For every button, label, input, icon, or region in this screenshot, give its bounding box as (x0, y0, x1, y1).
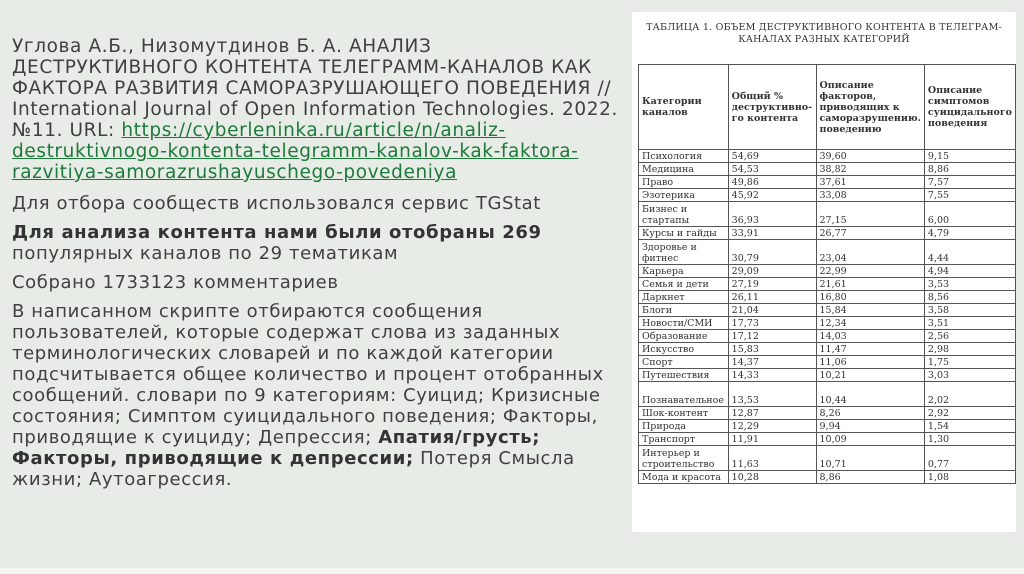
cell-factors: 10,71 (816, 446, 924, 471)
cell-symptoms: 2,92 (924, 407, 1015, 420)
cell-total: 12,29 (728, 420, 816, 433)
table-header-row (639, 65, 1016, 150)
cell-factors: 16,80 (816, 291, 924, 304)
cell-total: 15,83 (728, 343, 816, 356)
table-row (639, 227, 1016, 240)
cell-category: Интерьер и строительство (639, 446, 729, 471)
cell-symptoms: 9,15 (924, 150, 1015, 163)
data-table (638, 64, 1016, 484)
citation-text: Углова А.Б., Низомутдинов Б. А. АНАЛИЗ ДЕСТРУКТИВНОГО КОНТЕНТА ТЕЛЕГРАММ-КАНАЛОВ КАК ФАКТОРА РАЗВИТИЯ САМОРАЗРУШАЮЩЕГО ПОВЕДЕНИЯ // International Journal of Open Information Technologies. 2022. №11. URL: (12, 36, 618, 141)
cell-symptoms: 6,00 (924, 202, 1015, 227)
cell-total: 54,53 (728, 163, 816, 176)
cell-category: Право (639, 176, 729, 189)
table-row (639, 304, 1016, 317)
table-row (639, 202, 1016, 227)
citation (12, 36, 624, 183)
table-row (639, 240, 1016, 265)
cell-total: 17,73 (728, 317, 816, 330)
cell-total: 26,11 (728, 291, 816, 304)
cell-symptoms: 8,56 (924, 291, 1015, 304)
cell-symptoms: 1,75 (924, 356, 1015, 369)
cell-total: 54,69 (728, 150, 816, 163)
cell-total: 29,09 (728, 265, 816, 278)
paragraph-channels (12, 222, 624, 264)
cell-factors: 23,04 (816, 240, 924, 265)
cell-total: 30,79 (728, 240, 816, 265)
paragraph-script-end: Потеря Смысла жизни; Аутоагрессия. (12, 448, 575, 490)
header-category: Категории каналов (639, 65, 729, 150)
cell-factors: 15,84 (816, 304, 924, 317)
cell-category: Блоги (639, 304, 729, 317)
table-row (639, 176, 1016, 189)
table-title: ТАБЛИЦА 1. ОБЪЕМ ДЕСТРУКТИВНОГО КОНТЕНТА В ТЕЛЕГРАМ-КАНАЛАХ РАЗНЫХ КАТЕГОРИЙ (646, 22, 1002, 45)
table-row (639, 265, 1016, 278)
table-row (639, 356, 1016, 369)
cell-total: 14,37 (728, 356, 816, 369)
table-row (639, 278, 1016, 291)
cell-category: Природа (639, 420, 729, 433)
table-row (639, 420, 1016, 433)
cell-factors: 9,94 (816, 420, 924, 433)
cell-category: Здоровье и фитнес (639, 240, 729, 265)
cell-factors: 38,82 (816, 163, 924, 176)
cell-symptoms: 3,51 (924, 317, 1015, 330)
cell-category: Даркнет (639, 291, 729, 304)
cell-factors: 8,86 (816, 471, 924, 484)
text-column (12, 36, 624, 498)
cell-category: Бизнес и стартапы (639, 202, 729, 227)
cell-total: 12,87 (728, 407, 816, 420)
cell-symptoms: 0,77 (924, 446, 1015, 471)
cell-total: 36,93 (728, 202, 816, 227)
table-body (639, 150, 1016, 484)
cell-symptoms: 1,30 (924, 433, 1015, 446)
cell-category: Транспорт (639, 433, 729, 446)
cell-total: 13,53 (728, 382, 816, 407)
slide-footer-strip (0, 568, 1024, 574)
cell-symptoms: 4,79 (924, 227, 1015, 240)
cell-category: Психология (639, 150, 729, 163)
cell-symptoms: 3,58 (924, 304, 1015, 317)
table-row (639, 369, 1016, 382)
cell-category: Семья и дети (639, 278, 729, 291)
table-scan-image (632, 12, 1016, 532)
cell-total: 27,19 (728, 278, 816, 291)
cell-symptoms: 1,54 (924, 420, 1015, 433)
table-row (639, 446, 1016, 471)
cell-symptoms: 4,44 (924, 240, 1015, 265)
paragraph-script-main: В написанном скрипте отбираются сообщения пользователей, которые содержат слова из заданных терминологических словарей и по каждой категории подсчитывается общее количество и процент отобранных сообщений. словари по 9 категориям: Суицид; Кризисные состояния; Симптом суицидального поведения; Факторы, приводящие к суициду; Депрессия; (12, 301, 604, 448)
paragraph-script-bold: Апатия/грусть; Факторы, приводящие к депрессии; (12, 427, 541, 469)
cell-category: Путешествия (639, 369, 729, 382)
cell-category: Курсы и гайды (639, 227, 729, 240)
cell-factors: 10,44 (816, 382, 924, 407)
cell-symptoms: 3,53 (924, 278, 1015, 291)
cell-total: 17,12 (728, 330, 816, 343)
table-row (639, 382, 1016, 407)
citation-link[interactable]: https://cyberleninka.ru/article/n/analiz-destruktivnogo-kontenta-telegramm-kanalov-kak-faktora-razvitiya-samorazrushayuschego-povedeniya (12, 120, 579, 183)
cell-total: 45,92 (728, 189, 816, 202)
header-total-percent: Общий % деструктивно-го контента (728, 65, 816, 150)
cell-total: 49,86 (728, 176, 816, 189)
cell-total: 10,28 (728, 471, 816, 484)
cell-factors: 10,09 (816, 433, 924, 446)
cell-symptoms: 3,03 (924, 369, 1015, 382)
cell-symptoms: 7,55 (924, 189, 1015, 202)
cell-total: 14,33 (728, 369, 816, 382)
paragraph-comments: Собрано 1733123 комментариев (12, 272, 339, 293)
cell-category: Мода и красота (639, 471, 729, 484)
cell-category: Искусство (639, 343, 729, 356)
cell-symptoms: 1,08 (924, 471, 1015, 484)
cell-factors: 14,03 (816, 330, 924, 343)
table-row (639, 291, 1016, 304)
table-row (639, 471, 1016, 484)
paragraph-tgstat: Для отбора сообществ использовался сервис TGStat (12, 193, 541, 214)
cell-factors: 11,06 (816, 356, 924, 369)
cell-category: Образование (639, 330, 729, 343)
table-row (639, 433, 1016, 446)
cell-factors: 21,61 (816, 278, 924, 291)
cell-category: Эзотерика (639, 189, 729, 202)
cell-symptoms: 2,98 (924, 343, 1015, 356)
cell-total: 21,04 (728, 304, 816, 317)
cell-category: Познавательное (639, 382, 729, 407)
cell-factors: 26,77 (816, 227, 924, 240)
table-row (639, 163, 1016, 176)
cell-total: 33,91 (728, 227, 816, 240)
header-factors: Описание факторов, приводящих к саморазрушению. поведению (816, 65, 924, 150)
cell-factors: 33,08 (816, 189, 924, 202)
table-row (639, 343, 1016, 356)
paragraph-channels-bold: Для анализа контента нами были отобраны 269 (12, 222, 542, 243)
cell-total: 11,63 (728, 446, 816, 471)
cell-symptoms: 8,86 (924, 163, 1015, 176)
table-row (639, 407, 1016, 420)
cell-factors: 22,99 (816, 265, 924, 278)
cell-symptoms: 4,94 (924, 265, 1015, 278)
cell-factors: 11,47 (816, 343, 924, 356)
table-row (639, 317, 1016, 330)
cell-symptoms: 2,02 (924, 382, 1015, 407)
table-row (639, 330, 1016, 343)
cell-category: Шок-контент (639, 407, 729, 420)
cell-category: Спорт (639, 356, 729, 369)
table-row (639, 150, 1016, 163)
table-row (639, 189, 1016, 202)
cell-factors: 27,15 (816, 202, 924, 227)
paragraph-script (12, 301, 624, 490)
cell-factors: 39,60 (816, 150, 924, 163)
cell-total: 11,91 (728, 433, 816, 446)
cell-symptoms: 2,56 (924, 330, 1015, 343)
cell-symptoms: 7,57 (924, 176, 1015, 189)
cell-category: Медицина (639, 163, 729, 176)
cell-factors: 37,61 (816, 176, 924, 189)
cell-factors: 8,26 (816, 407, 924, 420)
cell-category: Новости/СМИ (639, 317, 729, 330)
cell-factors: 10,21 (816, 369, 924, 382)
cell-category: Карьера (639, 265, 729, 278)
paragraph-channels-rest: популярных каналов по 29 тематикам (12, 243, 399, 264)
header-symptoms: Описание симптомов суицидального поведения (924, 65, 1015, 150)
cell-factors: 12,34 (816, 317, 924, 330)
